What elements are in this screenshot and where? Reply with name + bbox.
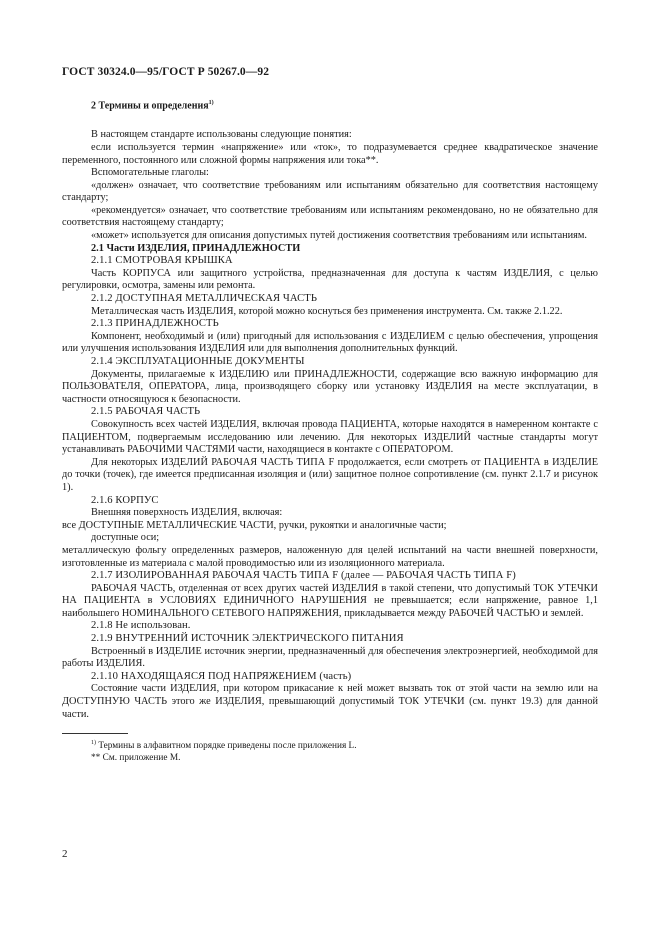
paragraph: Часть КОРПУСА или защитного устройства, предназначенная для доступа к частям ИЗДЕЛИЯ, с целью регулировки, осмотра, замены или ремонта. — [62, 267, 598, 292]
term-heading: 2.1.2 ДОСТУПНАЯ МЕТАЛЛИЧЕСКАЯ ЧАСТЬ — [91, 293, 318, 305]
paragraph: РАБОЧАЯ ЧАСТЬ, отделенная от всех других частей ИЗДЕЛИЯ в такой степени, что допустимый ТОК УТЕЧКИ НА ПАЦИЕНТА в УСЛОВИЯХ ЕДИНИЧНОГО НАРУШЕНИЯ не превышается; если напряжение, равное 1,1 наибольшего НОМИНАЛЬНОГО СЕТЕВОГО НАПРЯЖЕНИЯ, прикладывается между РАБОЧЕЙ ЧАСТЬЮ и землей. — [62, 582, 598, 619]
section-title-text: 2 Термины и определения — [91, 100, 209, 112]
paragraph: Совокупность всех частей ИЗДЕЛИЯ, включая провода ПАЦИЕНТА, которые находятся в намеренном контакте с ПАЦИЕНТОМ, подвергаемым исследованию или лечению. Для некоторых ИЗДЕЛИЙ частные стандарты могут устанавливать РАБОЧИМИ ЧАСТЯМИ части, находящиеся в контакте с ОПЕРАТОРОМ. — [62, 418, 598, 456]
paragraph: В настоящем стандарте использованы следующие понятия: — [91, 129, 352, 141]
footnote-divider — [62, 733, 128, 734]
document-header: ГОСТ 30324.0—95/ГОСТ Р 50267.0—92 — [62, 66, 270, 78]
paragraph: Металлическая часть ИЗДЕЛИЯ, которой можно коснуться без применения инструмента. См. также 2.1.22. — [91, 305, 563, 317]
term-heading: 2.1.8 Не использован. — [91, 620, 191, 632]
term-heading: 2.1.10 НАХОДЯЩАЯСЯ ПОД НАПРЯЖЕНИЕМ (часть) — [91, 670, 352, 682]
paragraph: «может» используется для описания допустимых путей достижения соответствия требованиям или испытаниям. — [91, 230, 588, 242]
page-number: 2 — [62, 848, 68, 860]
footnote-1 — [91, 738, 598, 753]
term-heading: 2.1.1 СМОТРОВАЯ КРЫШКА — [91, 255, 233, 267]
footnote-1-mark: 1) — [91, 740, 96, 747]
paragraph: Для некоторых ИЗДЕЛИЙ РАБОЧАЯ ЧАСТЬ ТИПА F продолжается, если смотреть от ПАЦИЕНТА в ИЗДЕЛИЕ до точки (точек), где имеется предписанная изоляция и (или) защитное полное сопротивление (см. пункт 2.1.7 и рисунок 1). — [62, 456, 598, 493]
paragraph: Встроенный в ИЗДЕЛИЕ источник энергии, предназначенный для обеспечения электроэнергией, необходимой для работы ИЗДЕЛИЯ. — [62, 645, 598, 670]
term-heading: 2.1.3 ПРИНАДЛЕЖНОСТЬ — [91, 318, 219, 330]
section-title — [91, 100, 598, 111]
paragraph: Компонент, необходимый и (или) пригодный для использования с ИЗДЕЛИЕМ с целью обеспечения, упрощения или улучшения использования ИЗДЕЛИЯ или для выполнения дополнительных функций. — [62, 330, 598, 355]
paragraph: все ДОСТУПНЫЕ МЕТАЛЛИЧЕСКИЕ ЧАСТИ, ручки, рукоятки и аналогичные части; — [62, 519, 447, 531]
paragraph: 2.1 Части ИЗДЕЛИЯ, ПРИНАДЛЕЖНОСТИ — [91, 242, 301, 254]
paragraph: если используется термин «напряжение» или «ток», то подразумевается среднее квадратическое значение переменного, постоянного или сложной формы напряжения или тока**. — [62, 141, 598, 166]
paragraph: Состояние части ИЗДЕЛИЯ, при котором прикасание к ней может вызвать ток от этой части на землю или на ДОСТУПНУЮ ЧАСТЬ этого же ИЗДЕЛИЯ, превышающий допустимый ТОК УТЕЧКИ (см. пункт 19.3) для данной части. — [62, 683, 598, 720]
paragraph: металлическую фольгу определенных размеров, наложенную для целей испытаний на части внешней поверхности, изготовленные из материала с малой проводимостью или из изоляционного материала. — [62, 544, 598, 569]
paragraph: «рекомендуется» означает, что соответствие требованиям или испытаниям рекомендовано, но не обязательно для соответствия настоящему стандарту; — [62, 204, 598, 229]
term-heading: 2.1.6 КОРПУС — [91, 494, 159, 506]
term-heading: 2.1.4 ЭКСПЛУАТАЦИОННЫЕ ДОКУМЕНТЫ — [91, 356, 305, 368]
footnote-1-text: Термины в алфавитном порядке приведены после приложения L. — [98, 741, 357, 752]
section-title-footnote-mark: 1) — [208, 100, 214, 106]
paragraph: «должен» означает, что соответствие требованиям или испытаниям обязательно для соответствия настоящему стандарту; — [62, 179, 598, 204]
document-page — [62, 66, 598, 764]
body-text — [62, 129, 598, 721]
paragraph: Внешняя поверхность ИЗДЕЛИЯ, включая: — [91, 507, 283, 519]
term-heading: 2.1.7 ИЗОЛИРОВАННАЯ РАБОЧАЯ ЧАСТЬ ТИПА F (далее — РАБОЧАЯ ЧАСТЬ ТИПА F) — [91, 570, 516, 582]
paragraph: Вспомогательные глаголы: — [91, 167, 209, 179]
footnote-2: ** См. приложение М. — [91, 752, 181, 763]
term-heading: 2.1.5 РАБОЧАЯ ЧАСТЬ — [91, 406, 201, 418]
term-heading: 2.1.9 ВНУТРЕННИЙ ИСТОЧНИК ЭЛЕКТРИЧЕСКОГО ПИТАНИЯ — [91, 633, 404, 645]
paragraph: Документы, прилагаемые к ИЗДЕЛИЮ или ПРИНАДЛЕЖНОСТИ, содержащие всю важную информацию для ПОЛЬЗОВАТЕЛЯ, ОПЕРАТОРА, лица, производящего сборку или установку ИЗДЕЛИЯ на месте эксплуатации, в частности относящуюся к безопасности. — [62, 368, 598, 405]
paragraph: доступные оси; — [91, 532, 160, 544]
